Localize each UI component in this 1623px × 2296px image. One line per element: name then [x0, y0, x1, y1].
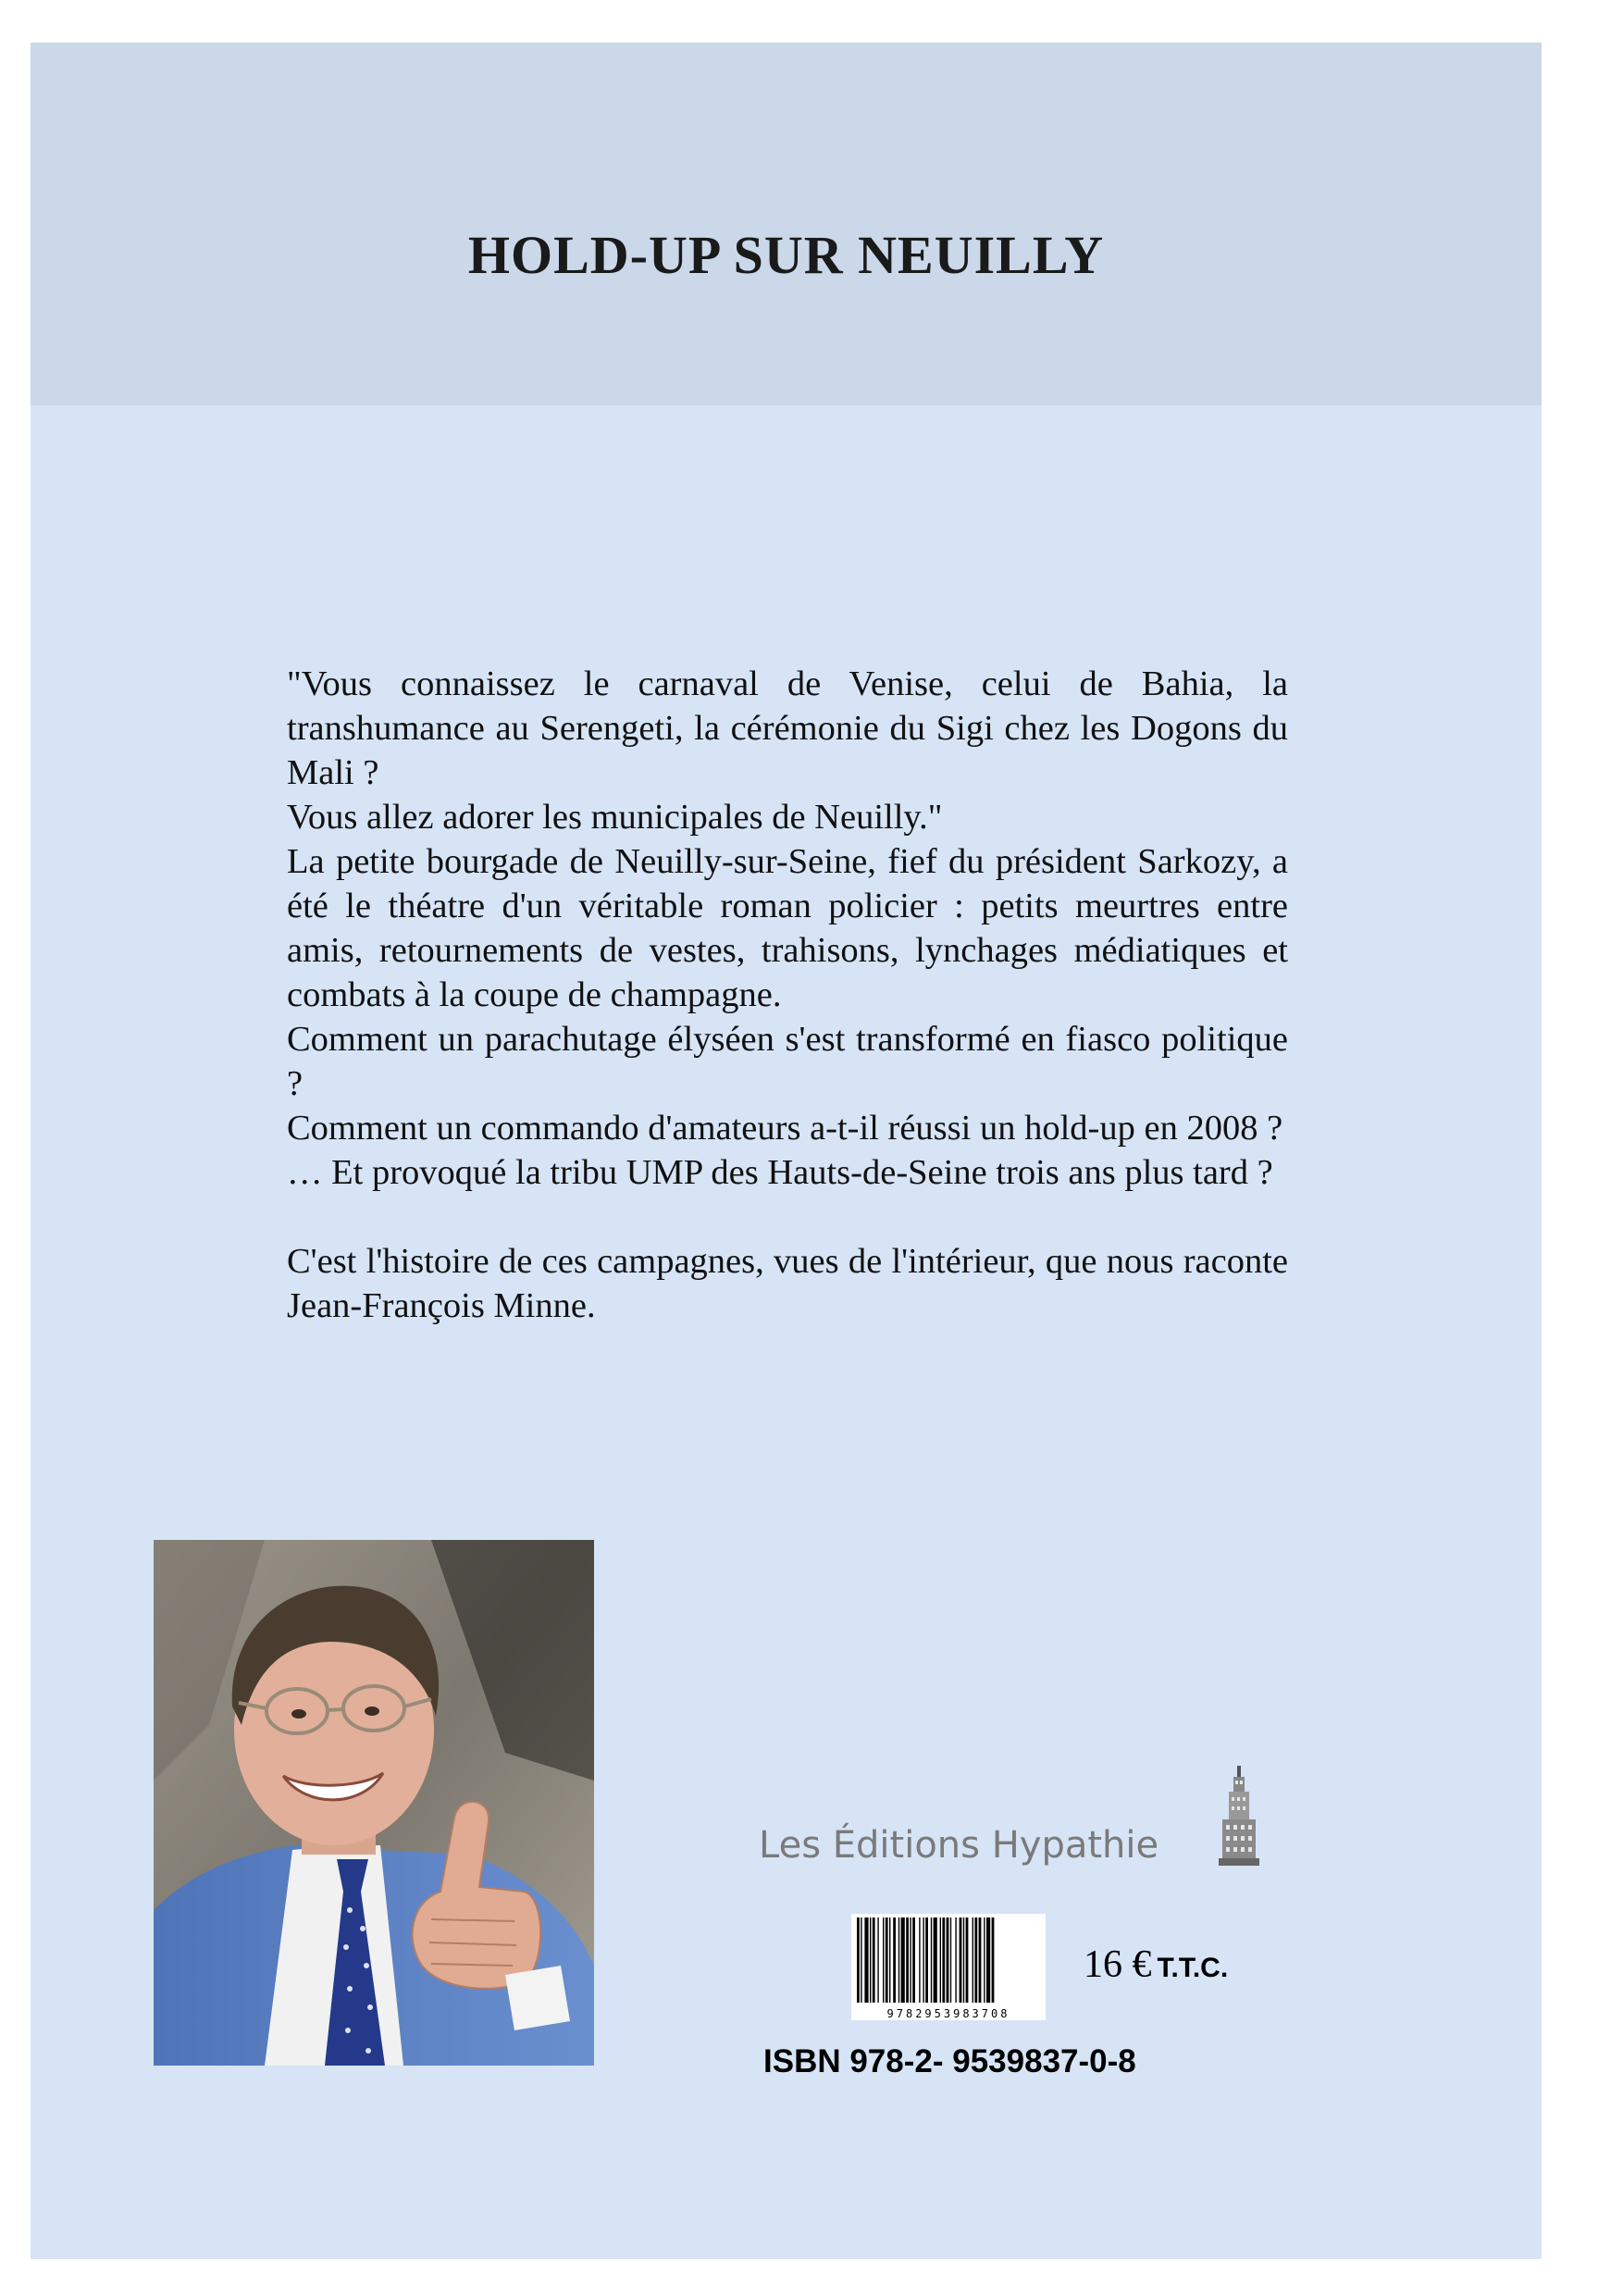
barcode-bar: [984, 1917, 985, 2003]
blurb-paragraph: Comment un parachutage élyséen s'est transformé en fiasco politique ?: [287, 1020, 1288, 1103]
publisher-name: Les Éditions Hypathie: [759, 1824, 1159, 1867]
blurb-paragraph: C'est l'histoire de ces campagnes, vues de l'intérieur, que nous raconte Jean-François Minne.: [287, 1242, 1288, 1325]
barcode-bar: [992, 1917, 995, 2003]
barcode-bar: [925, 1917, 928, 2003]
paragraph-gap: [287, 1195, 1288, 1239]
barcode-bar: [955, 1917, 956, 2003]
barcode-bar: [942, 1917, 945, 2003]
blurb-paragraph: La petite bourgade de Neuilly-sur-Seine, fief du président Sarkozy, a été le théatre d'un véritable roman policier : petits meurtres entre amis, retournements de vestes, trahisons, lynchages médiatiques et combats à la coupe de champagne.: [287, 842, 1288, 1014]
barcode-bar: [901, 1917, 905, 2003]
barcode-bar: [963, 1917, 964, 2003]
barcode-bar: [960, 1917, 962, 2003]
barcode-bars: [851, 1914, 1046, 2004]
blurb-paragraph: Vous allez adorer les municipales de Neuilly.": [287, 798, 943, 837]
blurb-text: [287, 662, 1288, 1328]
barcode-bar: [883, 1917, 884, 2003]
barcode-bar: [912, 1917, 915, 2003]
blurb-paragraph: "Vous connaissez le carnaval de Venise, celui de Bahia, la transhumance au Serengeti, la cérémonie du Sigi chez les Dogons du Mali ?: [287, 664, 1288, 792]
barcode-bar: [931, 1917, 932, 2003]
blurb-paragraph: Comment un commando d'amateurs a-t-il réussi un hold-up en 2008 ?: [287, 1109, 1283, 1148]
barcode-bar: [966, 1917, 969, 2003]
barcode-bar: [986, 1917, 990, 2003]
barcode-bar: [950, 1917, 951, 2003]
barcode-bar: [947, 1917, 949, 2003]
isbn-barcode: [851, 1914, 1046, 2020]
barcode-bar: [979, 1917, 982, 2003]
barcode-bar: [864, 1917, 868, 2003]
barcode-bar: [870, 1917, 871, 2003]
price-suffix: T.T.C.: [1157, 1953, 1229, 1983]
book-title: HOLD-UP SUR NEUILLY: [467, 225, 1105, 285]
barcode-bar: [873, 1917, 875, 2003]
barcode-bar: [886, 1917, 888, 2003]
book-back-cover: [31, 43, 1542, 2259]
barcode-bar: [940, 1917, 941, 2003]
barcode-bar: [898, 1917, 899, 2003]
barcode-bar: [974, 1917, 977, 2003]
blurb-paragraph: … Et provoqué la tribu UMP des Hauts-de-Seine trois ans plus tard ?: [287, 1153, 1273, 1192]
barcode-bar: [934, 1917, 937, 2003]
barcode-bar: [919, 1917, 920, 2003]
barcode-bar: [906, 1917, 909, 2003]
barcode-digits: 9782953983708: [886, 2007, 1010, 2020]
title-band: [31, 43, 1542, 405]
lighthouse-logo-icon: [1213, 1766, 1265, 1866]
barcode-bar: [910, 1917, 911, 2003]
price-value: 16 €: [1084, 1943, 1152, 1986]
barcode-bar: [889, 1917, 890, 2003]
barcode-bar: [857, 1917, 860, 2003]
price-label: [1084, 1942, 1228, 1987]
barcode-bar: [877, 1917, 878, 2003]
author-photo-illustration: [154, 1540, 594, 2066]
isbn-number: ISBN 978-2- 9539837-0-8: [763, 2043, 1136, 2079]
barcode-bar: [893, 1917, 896, 2003]
author-photo: [154, 1540, 594, 2066]
